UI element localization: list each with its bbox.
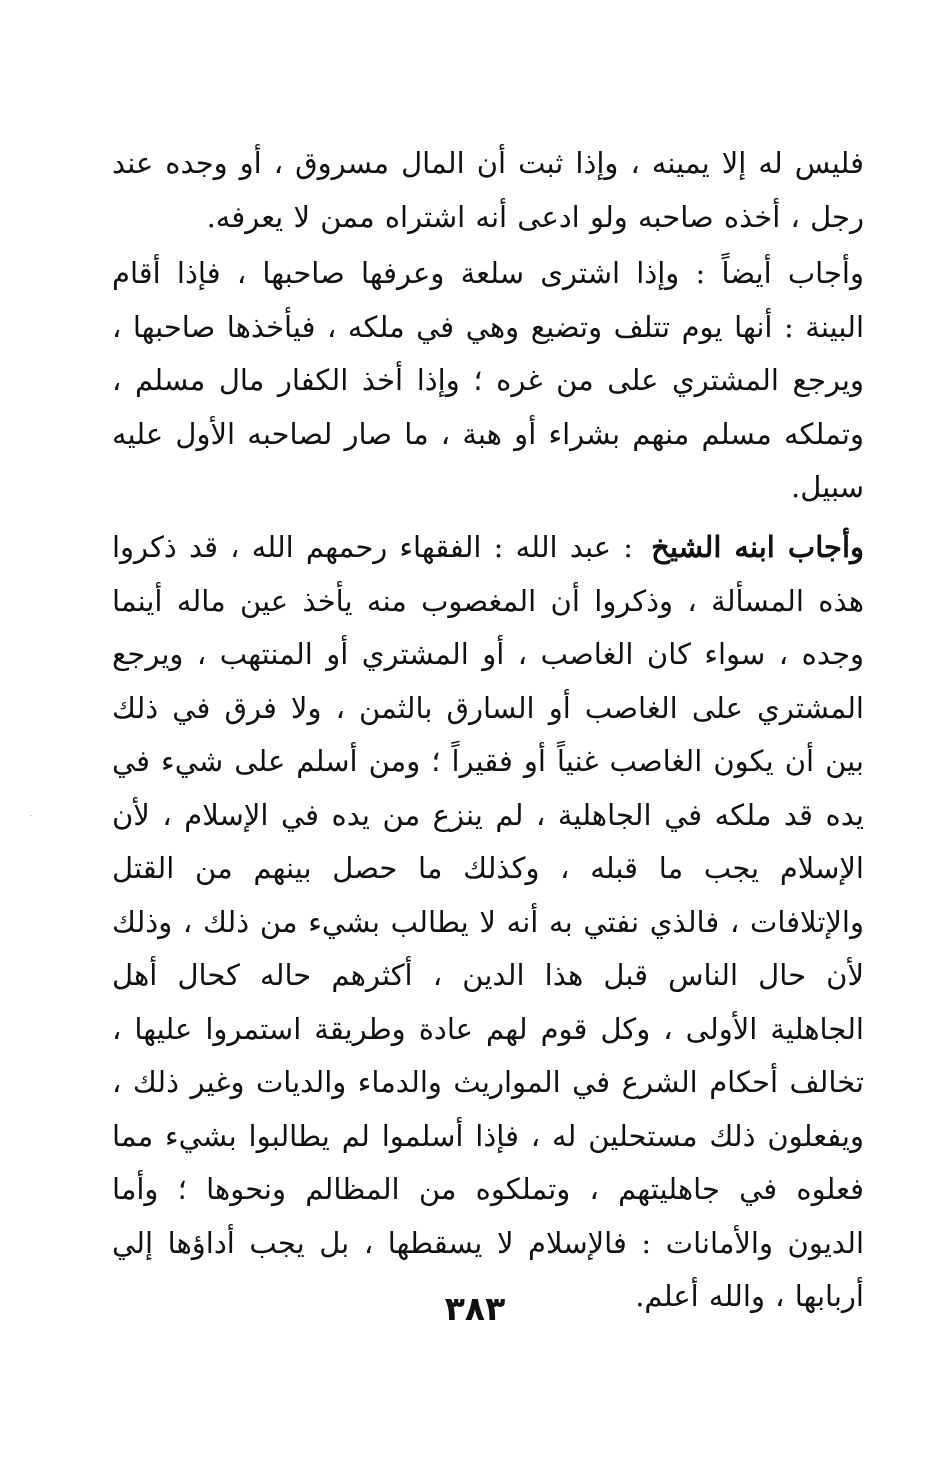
paragraph-3-lead: وأجاب ابنه الشيخ — [651, 530, 865, 564]
paragraph-1: فليس له إلا يمينه ، وإذا ثبت أن المال مسروق ، أو وجده عند رجل ، أخذه صاحبه ولو ادعى أنه اشتراه ممن لا يعرفه. — [112, 146, 864, 234]
paragraph-2: وأجاب أيضاً : وإذا اشترى سلعة وعرفها صاحبها ، فإذا أقام البينة : أنها يوم تتلف وتضيع وهي في ملكه ، فيأخذها صاحبها ، ويرجع المشتري على من غره ؛ وإذا أخذ الكفار مال مسلم ، وتملكه مسلم منهم بشراء أو هبة ، ما صار لصاحبه الأول عليه سبيل. — [112, 256, 864, 504]
paragraph-3-body: : عبد الله : الفقهاء رحمهم الله ، قد ذكروا هذه المسألة ، وذكروا أن المغصوب منه يأخذ عين ماله أينما وجده ، سواء كان الغاصب ، أو المشتري أو المنتهب ، ويرجع المشتري على الغاصب أو السارق بالثمن ، ولا فرق في ذلك بين أن يكون الغاصب غنياً أو فقيراً ؛ ومن أسلم على شيء في يده قد ملكه في الجاهلية ، لم ينزع من يده في الإسلام ، لأن الإسلام يجب ما قبله ، وكذلك ما حصل بينهم من القتل والإتلافات ، فالذي نفتي به أنه لا يطالب بشيء من ذلك ، وذلك لأن حال الناس قبل هذا الدين ، أكثرهم حاله كحال أهل الجاهلية الأولى ، وكل قوم لهم عادة وطريقة استمروا عليها ، تخالف أحكام الشرع في المواريث والدماء والديات وغير ذلك ، ويفعلون ذلك مستحلين له ، فإذا أسلموا لم يطالبوا بشيء مما فعلوه في جاهليتهم ، وتملكوه من المظالم ونحوها ؛ وأما الديون والأمانات : فالإسلام لا يسقطها ، بل يجب أداؤها إلي أربابها ، والله أعلم. — [112, 530, 864, 1313]
paragraph-3 — [112, 521, 864, 1324]
scan-margin-mark — [30, 815, 32, 816]
page-number: ٣٨٣ — [444, 1289, 506, 1328]
